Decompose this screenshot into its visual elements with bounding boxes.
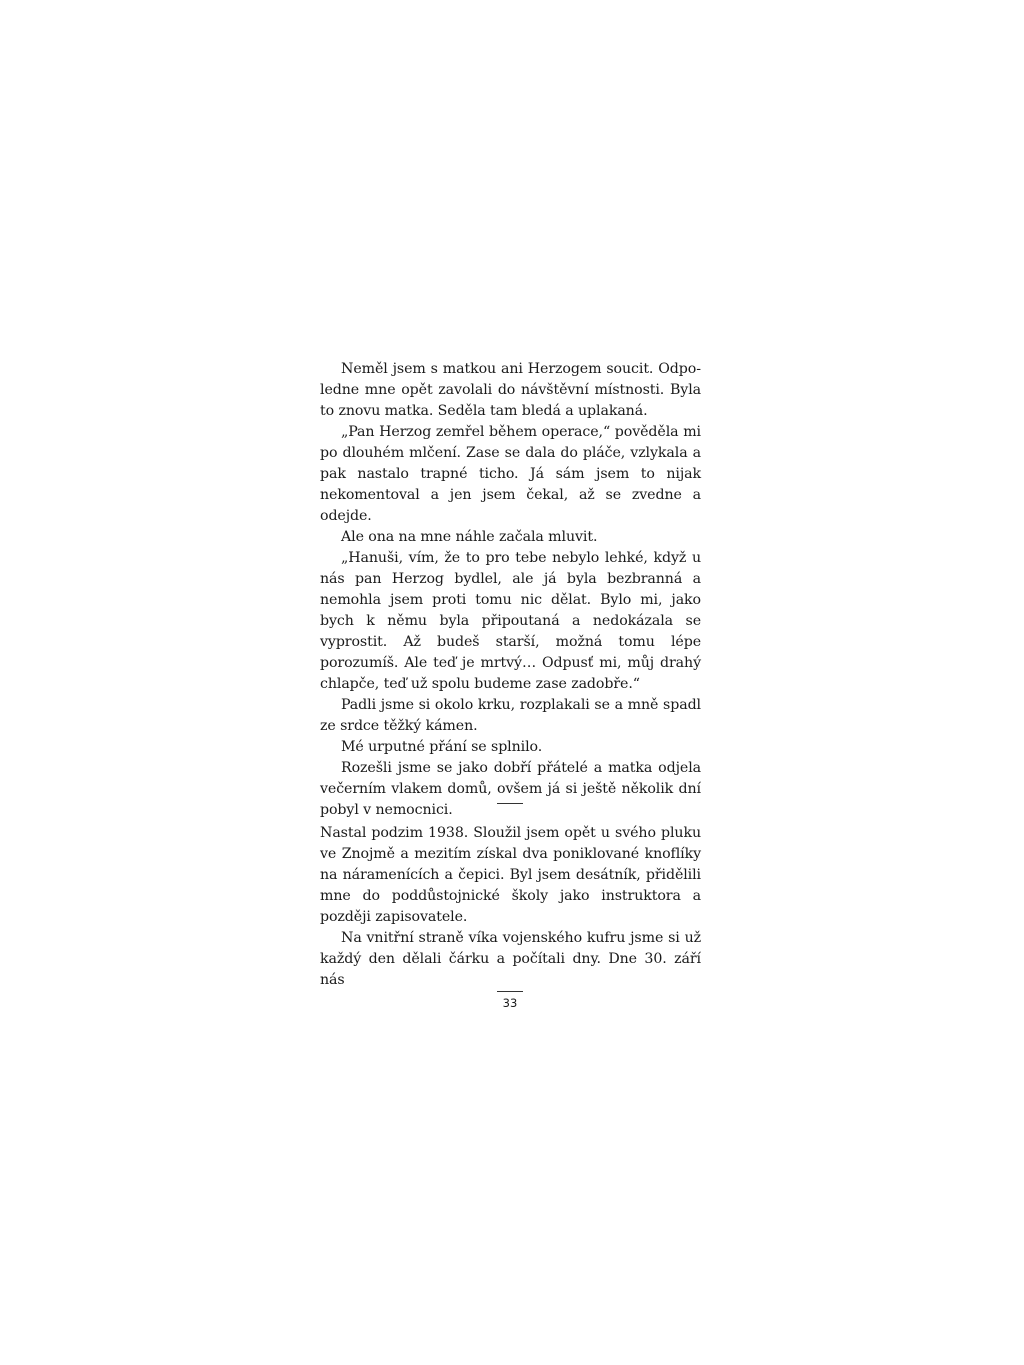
section-separator: [497, 803, 523, 804]
paragraph: Na vnitřní straně víka vojenského kufru jsme si už každý den dělali čárku a počítali dny. Dne 30. září nás: [320, 930, 701, 988]
paragraph: Rozešli jsme se jako dobří přátelé a matka odjela večerním vlakem domů, ovšem já si ještě několik dní pobyl v nemocnici.: [320, 760, 701, 818]
paragraph: Neměl jsem s matkou ani Herzogem soucit. Odpoledne mne opět zavolali do návštěvní místnosti. Byla to znovu matka. Seděla tam bledá a uplakaná.: [320, 361, 701, 419]
paragraph: Nastal podzim 1938. Sloužil jsem opět u svého pluku ve Znojmě a mezitím získal dva poniklované knoflíky na náramenících a čepici. Byl jsem desátník, přidělili mne do poddůstojnické školy jako instruktora a později zapisovatele.: [320, 825, 701, 925]
section-2-text: [320, 823, 701, 991]
paragraph: Padli jsme si okolo krku, rozplakali se a mně spadl ze srdce těžký kámen.: [320, 697, 701, 734]
page-number: 33: [502, 996, 518, 1010]
paragraph: Ale ona na mne náhle začala mluvit.: [341, 529, 598, 545]
paragraph: „Pan Herzog zemřel během operace,“ pověděla mi po dlouhém mlčení. Zase se dala do pláče, vzlykala a pak nastalo trapné ticho. Já sám jsem to nijak nekomentoval a jen jsem čekal, až se zvedne a odejde.: [320, 424, 701, 524]
paragraph: Mé urputné přání se splnilo.: [341, 739, 543, 755]
page-number-rule: [497, 991, 523, 992]
paragraph: „Hanuši, vím, že to pro tebe nebylo lehké, když u nás pan Herzog bydlel, ale já byla bezbranná a nemohla jsem proti tomu nic dělat. Bylo mi, jako bych k němu byla připoutaná a nedokázala se vyprostit. Až budeš starší, možná tomu lépe porozumíš. Ale teď je mrtvý… Odpusť mi, můj drahý chlapče, teď už spolu budeme zase zadobře.“: [320, 550, 701, 692]
section-1-text: [320, 359, 701, 821]
